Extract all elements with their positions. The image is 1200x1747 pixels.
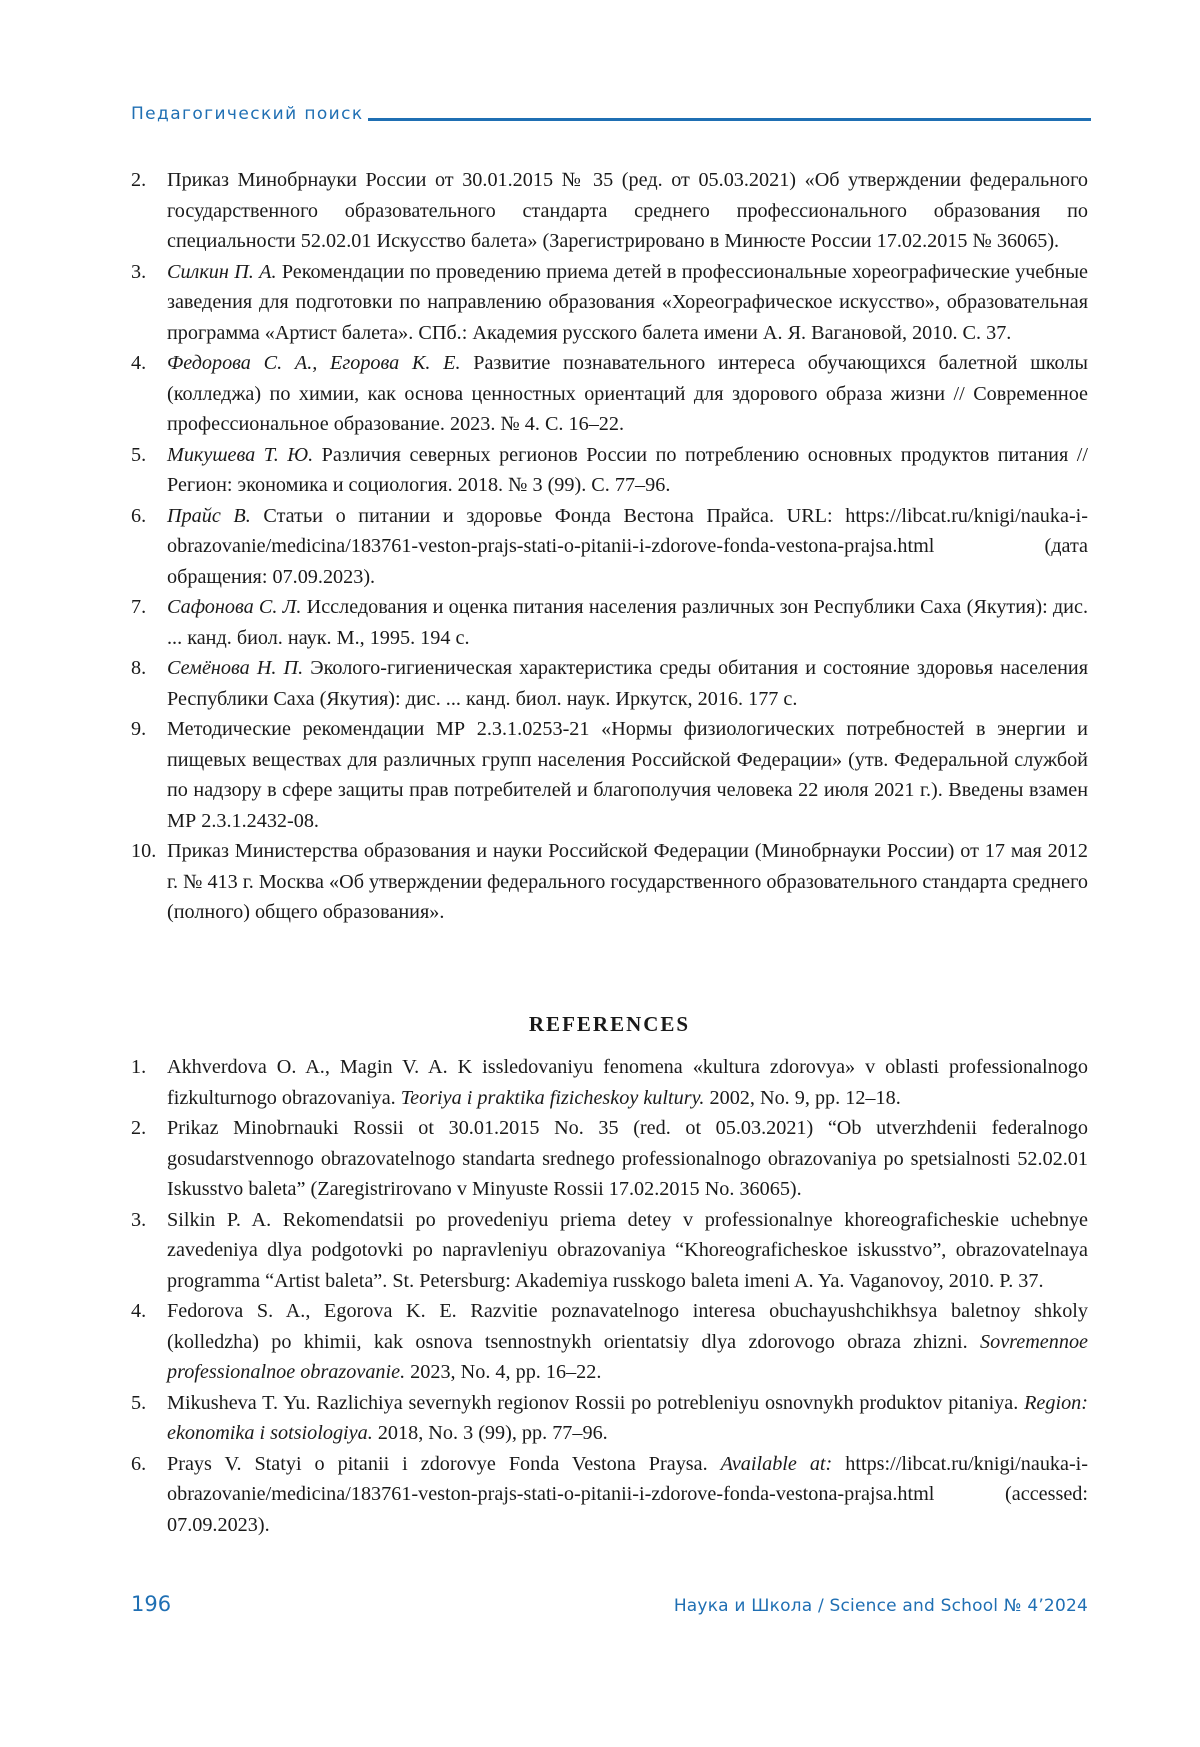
en-reference-list: [131, 1052, 1088, 1540]
reference-item: [131, 653, 1088, 714]
reference-text: Эколого-гигиеническая характеристика среды обитания и состояние здоровья населения Республики Саха (Якутия): дис. ... канд. биол. наук. Иркутск, 2016. 177 с.: [167, 657, 1088, 710]
references-heading: REFERENCES: [528, 1012, 691, 1036]
reference-item: [131, 1388, 1088, 1449]
reference-item: [131, 1205, 1088, 1297]
reference-item: [131, 257, 1088, 349]
reference-tail: 2023, No. 4, pp. 16–22.: [405, 1361, 602, 1383]
reference-text: Prikaz Minobrnauki Rossii ot 30.01.2015 No. 35 (red. ot 05.03.2021) “Ob utverzhdenii federalnogo gosudarstvennogo obrazovatelnogo standarta srednego professionalnogo obrazovaniya po spetsialnosti 52.02.01 Iskusstvo baleta” (Zaregistrirovano v Minyuste Rossii 17.02.2015 No. 36065).: [167, 1117, 1088, 1200]
reference-author: Сафонова С. Л.: [167, 596, 302, 618]
reference-author: Микушева Т. Ю.: [167, 443, 314, 466]
reference-item: [131, 1449, 1088, 1541]
reference-source: Region: ekonomika i sotsiologiya.: [167, 1391, 1088, 1444]
reference-number: 4.: [131, 352, 147, 374]
reference-tail: 2018, No. 3 (99), pp. 77–96.: [372, 1422, 608, 1444]
reference-number: 4.: [131, 1300, 147, 1322]
section-title: Педагогический поиск: [131, 104, 364, 124]
reference-item: [131, 440, 1088, 501]
reference-text: Mikusheva T. Yu. Razlichiya severnykh regionov Rossii po potrebleniyu osnovnykh produktov pitaniya.: [167, 1391, 1025, 1414]
reference-author: Прайс В.: [167, 504, 251, 527]
reference-number: 3.: [131, 260, 147, 283]
reference-item: [131, 1052, 1088, 1113]
reference-item: [131, 836, 1088, 928]
reference-author: Семёнова Н. П.: [167, 657, 304, 679]
reference-number: 6.: [131, 1452, 147, 1475]
reference-item: [131, 348, 1088, 440]
reference-number: 9.: [131, 718, 147, 740]
reference-text: Статьи о питании и здоровье Фонда Вестона Прайса. URL: https://libcat.ru/knigi/nauka-i-obrazovanie/medicina/183761-veston-prajs-stati-o-pitanii-i-zdorove-fonda-vestona-prajsa.html (дата обращения: 07.09.2023).: [167, 504, 1088, 588]
reference-tail: 2002, No. 9, pp. 12–18.: [704, 1086, 901, 1109]
reference-number: 2.: [131, 169, 147, 191]
reference-number: 5.: [131, 1391, 147, 1414]
reference-author: Федорова С. А., Егорова К. Е.: [167, 352, 461, 374]
reference-item: [131, 501, 1088, 593]
running-header: [131, 104, 1091, 124]
reference-item: [131, 165, 1088, 257]
reference-item: [131, 714, 1088, 836]
reference-text: Akhverdova O. A., Magin V. A. K issledovaniyu fenomena «kultura zdorovya» v oblasti professionalnogo fizkulturnogo obrazovaniya.: [167, 1056, 1088, 1109]
reference-text: Рекомендации по проведению приема детей в профессиональные хореографические учебные заведения для подготовки по направлению образования «Хореографическое искусство», образовательная программа «Артист балета». СПб.: Академия русского балета имени А. Я. Вагановой, 2010. С. 37.: [167, 260, 1088, 344]
page-number: 196: [131, 1592, 172, 1616]
reference-text: Методические рекомендации МР 2.3.1.0253-21 «Нормы физиологических потребностей в энергии и пищевых веществах для различных групп населения Российской Федерации» (утв. Федеральной службой по надзору в сфере защиты прав потребителей и благополучия человека 22 июля 2021 г.). Введены взамен МР 2.3.1.2432-08.: [167, 718, 1088, 832]
reference-tail: https://libcat.ru/knigi/nauka-i-obrazovanie/medicina/183761-veston-prajs-stati-o-pitanii-i-zdorove-fonda-vestona-prajsa.html (accessed: 07.09.2023).: [167, 1452, 1089, 1536]
page-footer: [131, 1592, 1088, 1616]
reference-text: Различия северных регионов России по потреблению основных продуктов питания // Регион: экономика и социология. 2018. № 3 (99). С. 77–96.: [167, 443, 1089, 496]
reference-text: Silkin P. A. Rekomendatsii po provedeniyu priema detey v professionalnye khoreograficheskie uchebnye zavedeniya dlya podgotovki po napravleniyu obrazovaniya “Khoreograficheskoe iskusstvo”, obrazovatelnaya programma “Artist baleta”. St. Petersburg: Akademiya russkogo baleta imeni A. Ya. Vaganovoy, 2010. P. 37.: [167, 1208, 1088, 1292]
reference-number: 10.: [131, 840, 157, 862]
reference-number: 6.: [131, 504, 147, 527]
reference-item: [131, 592, 1088, 653]
reference-text: Fedorova S. A., Egorova K. E. Razvitie poznavatelnogo interesa obuchayushchikhsya baletnoy shkoly (kolledzha) po khimii, kak osnova tsennostnykh orientatsiy dlya zdorovogo obraza zhizni.: [167, 1300, 1088, 1353]
reference-number: 2.: [131, 1117, 147, 1139]
reference-text: Приказ Министерства образования и науки Российской Федерации (Минобрнауки России) от 17 мая 2012 г. № 413 г. Москва «Об утверждении федерального государственного образовательного стандарта среднего (полного) общего образования».: [167, 840, 1088, 923]
reference-number: 8.: [131, 657, 147, 679]
header-rule: [368, 118, 1091, 121]
reference-text: Prays V. Statyi o pitanii i zdorovye Fonda Vestona Praysa.: [167, 1452, 721, 1475]
reference-source: Available at:: [720, 1452, 833, 1475]
reference-text: Исследования и оценка питания населения различных зон Республики Саха (Якутия): дис. ... канд. биол. наук. М., 1995. 194 с.: [167, 596, 1088, 649]
reference-author: Силкин П. А.: [167, 260, 277, 283]
reference-source: Sovremennoe professionalnoe obrazovanie.: [167, 1330, 1088, 1383]
reference-number: 5.: [131, 443, 147, 466]
ru-reference-list: [131, 165, 1088, 928]
journal-name: Наука и Школа / Science and School № 4’2024: [673, 1596, 1088, 1616]
reference-text: Приказ Минобрнауки России от 30.01.2015 № 35 (ред. от 05.03.2021) «Об утверждении федерального государственного образовательного стандарта среднего профессионального образования по специальности 52.02.01 Искусство балета» (Зарегистрировано в Минюсте России 17.02.2015 № 36065).: [167, 169, 1088, 252]
reference-number: 1.: [131, 1056, 147, 1078]
reference-number: 3.: [131, 1208, 147, 1231]
reference-source: Teoriya i praktika fizicheskoy kultury.: [400, 1086, 705, 1109]
reference-item: [131, 1113, 1088, 1205]
reference-text: Развитие познавательного интереса обучающихся балетной школы (колледжа) по химии, как основа ценностных ориентаций для здорового образа жизни // Современное профессиональное образование. 2023. № 4. С. 16–22.: [167, 352, 1088, 435]
reference-number: 7.: [131, 596, 147, 618]
reference-item: [131, 1296, 1088, 1388]
